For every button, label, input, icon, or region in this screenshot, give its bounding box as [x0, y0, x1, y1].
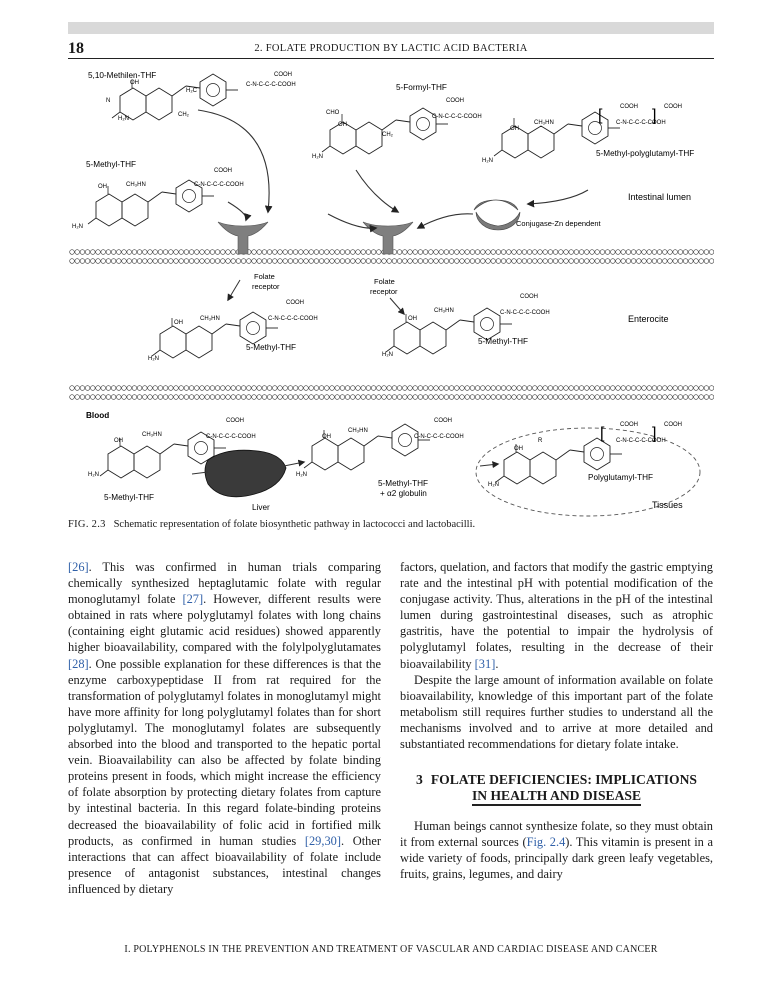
citation-link[interactable]: [29,30]: [304, 833, 341, 848]
chem-h2n: H₂N: [88, 472, 99, 478]
chem-glu: C-N-C-C-C-COOH: [194, 182, 244, 188]
arrow: [228, 202, 246, 220]
chem-cooh: COOH: [446, 98, 464, 104]
chem-glu: C-N-C-C-C-COOH: [414, 434, 464, 440]
page-footer: I. POLYPHENOLS IN THE PREVENTION AND TREATMENT OF VASCULAR AND CARDIAC DISEASE AND CANCER: [124, 944, 658, 955]
molecule-formyl-thf: [312, 98, 482, 160]
label-intestinal-lumen: Intestinal lumen: [628, 192, 692, 202]
paragraph: [400, 559, 713, 672]
page-number: 18: [68, 40, 84, 57]
chem-ch3hn: CH₃HN: [434, 308, 454, 314]
citation-link[interactable]: [27]: [182, 592, 204, 607]
chem-h2n: H₂N: [118, 116, 129, 122]
text-run: . However, different results were obtained in rats where polyglutamyl folates with long chains (containing eight glutamic acid residues) showed apparently higher bioavailability, compared with the folylpolyglutamates: [68, 592, 381, 655]
chem-cooh: COOH: [620, 422, 638, 428]
molecule-methyl-thf-globulin: [296, 418, 464, 478]
chem-glu: C-N-C-C-C-COOH: [268, 316, 318, 322]
label-blood: Blood: [86, 411, 110, 420]
chem-h2n: H₂N: [382, 352, 393, 358]
folate-receptor-icon: [218, 222, 268, 254]
chem-n: N: [106, 98, 111, 104]
label-methyl-thf-top: 5-Methyl-THF: [86, 160, 137, 169]
arrow: [480, 464, 498, 466]
chem-ch3hn: CH₃HN: [126, 182, 146, 188]
left-column: [68, 559, 381, 897]
chem-cooh: COOH: [434, 418, 452, 424]
chem-ch3hn: CH₃HN: [534, 120, 554, 126]
label-methyl-polyglutamyl: 5-Methyl-polyglutamyl-THF: [596, 149, 695, 158]
label-polyglutamyl-thf: Polyglutamyl-THF: [588, 473, 654, 482]
chem-oh: OH: [510, 126, 519, 132]
label-tissues: Tissues: [652, 500, 683, 510]
chem-h2n: H₂N: [488, 482, 499, 488]
caption-text: Schematic representation of folate biosynthetic pathway in lactococci and lactobacilli.: [113, 519, 476, 530]
label-liver: Liver: [252, 503, 270, 512]
label-methyl-thf-enterocyte-1: 5-Methyl-THF: [246, 343, 297, 352]
label-folate-receptor-1b: receptor: [252, 282, 280, 291]
chem-glu: C-N-C-C-C-COOH: [432, 114, 482, 120]
chem-glu: C-N-C-C-C-COOH: [616, 120, 666, 126]
chem-cooh: COOH: [274, 72, 292, 78]
chem-h2n: H₂N: [148, 356, 159, 362]
chem-oh: OH: [338, 122, 347, 128]
chem-cooh: COOH: [286, 300, 304, 306]
chem-ch3hn: CH₃HN: [200, 316, 220, 322]
section-title-line1: FOLATE DEFICIENCIES: IMPLICATIONS: [430, 772, 697, 788]
citation-link[interactable]: [28]: [68, 656, 89, 671]
citation-link[interactable]: Fig. 2.4: [526, 835, 566, 850]
text-run: factors, quelation, and factors that modify the gastric emptying rate and the intestinal pH with potential modification of the conjugase activity. Thus, alterations in the pH of the intestinal lumen during gastrointestinal diseases, such as atrophic gastritis, have the potential to impair the hydrolysis of polyglutamyl folates, resulting in the decrease of their bioavailability: [400, 560, 713, 671]
chem-glu: C-N-C-C-C-COOH: [206, 434, 256, 440]
citation-link[interactable]: [31]: [474, 656, 496, 671]
text-run: . This was confirmed in human trials comparing chemically synthesized heptaglutamic folate with regular monoglutamyl folate: [68, 560, 381, 607]
chem-oh: OH: [114, 438, 123, 444]
label-folate-receptor-2b: receptor: [370, 287, 398, 296]
svg-text:[: [: [598, 107, 603, 124]
liver-icon: [205, 450, 286, 497]
label-methyl-thf-blood: 5-Methyl-THF: [104, 493, 155, 502]
paragraph: [400, 818, 713, 882]
chem-oh: OH: [174, 320, 183, 326]
folate-receptor-icon: [363, 222, 413, 254]
section-number: 3: [416, 772, 423, 788]
chem-ch3hn: CH₃HN: [142, 432, 162, 438]
right-column: [400, 559, 713, 883]
svg-text:]: ]: [652, 107, 657, 124]
text-run: .: [495, 656, 499, 671]
svg-text:[: [: [600, 425, 605, 442]
chem-oh: OH: [130, 80, 139, 86]
chem-cooh: COOH: [664, 104, 682, 110]
running-title: 2. FOLATE PRODUCTION BY LACTIC ACID BACTERIA: [254, 43, 528, 54]
chem-cooh: COOH: [214, 168, 232, 174]
chem-glu: C-N-C-C-C-COOH: [500, 310, 550, 316]
chem-cooh: COOH: [226, 418, 244, 424]
arrow: [356, 170, 398, 212]
chem-cho: CHO: [326, 110, 340, 116]
caption-label: FIG. 2.3: [68, 519, 106, 530]
membrane-basal: [70, 386, 714, 400]
figure-folate-pathway: [68, 62, 714, 518]
label-folate-receptor-2: Folate: [374, 277, 395, 286]
chem-ch3hn: CH₃HN: [348, 428, 368, 434]
text-run: . One possible explanation for these differences is that the enzyme carboxypeptidase II from rat required for the transformation of polyglutamyl folates in monoglutamyl might have more affinity for long polyglutamyl folates than for short polyglutamyl. The monoglutamyl folates are subsequently absorbed into the blood and transported to the hepatic portal vein. Bioavailability can also be affected by folate binding proteins present in foods, which might increase the efficiency of folate absorption by protecting dietary folates from capture by intestinal bacteria. In this regard folate-binding proteins decreased the bioavailability of folic acid in fortified milk products, as confirmed in human studies: [68, 656, 381, 848]
label-methyl-thf-globulin-2: + α2 globulin: [380, 489, 427, 498]
chem-h2c: H₂C: [186, 88, 197, 94]
arrow: [284, 462, 304, 466]
label-conjugase: Conjugase-Zn dependent: [516, 219, 601, 228]
text-run: Human beings cannot synthesize folate, so they must obtain it from external sources (: [400, 819, 713, 850]
chem-oh: OH: [408, 316, 417, 322]
label-formyl-thf: 5-Formyl-THF: [396, 83, 447, 92]
section-title-line2: IN HEALTH AND DISEASE: [472, 788, 641, 806]
chem-cooh: COOH: [620, 104, 638, 110]
svg-text:]: ]: [652, 425, 657, 442]
label-folate-receptor-1: Folate: [254, 272, 275, 281]
molecule-methyl-thf-enterocyte-1: [148, 300, 318, 362]
chem-h2n: H₂N: [296, 472, 307, 478]
chem-cooh: COOH: [520, 294, 538, 300]
running-header: [68, 38, 714, 59]
paragraph: [400, 672, 713, 752]
chem-ch2: CH₂: [382, 132, 393, 138]
label-enterocite: Enterocite: [628, 314, 669, 324]
label-methylen-thf: 5,10-Methilen-THF: [88, 71, 157, 80]
arrow: [198, 110, 269, 212]
chem-h2n: H₂N: [72, 224, 83, 230]
label-methyl-thf-globulin-1: 5-Methyl-THF: [378, 479, 429, 488]
chem-oh: OH: [322, 434, 331, 440]
arrow: [390, 298, 404, 314]
chem-r: R: [538, 438, 543, 444]
pathway-diagram: [68, 62, 714, 518]
arrow: [418, 214, 473, 228]
figure-caption: [68, 519, 714, 530]
label-methyl-thf-enterocyte-2: 5-Methyl-THF: [478, 337, 529, 346]
text-run: . Other interactions that can affect bioavailability of folate include presence of antagonist substances, intestinal changes influenced by dietary: [68, 833, 381, 896]
chem-ch2: CH₂: [178, 112, 189, 118]
chem-cooh: COOH: [664, 422, 682, 428]
section-heading: [400, 772, 713, 804]
molecule-methyl-thf-top: [72, 168, 244, 230]
arrow: [528, 190, 588, 204]
chem-oh: OH: [514, 446, 523, 452]
molecule-methyl-thf-enterocyte-2: [382, 294, 550, 358]
chem-h2n: H₂N: [482, 158, 493, 164]
chem-h2n: H₂N: [312, 154, 323, 160]
text-run: Despite the large amount of information available on folate bioavailability, knowledge of this important part of the folate metabolism still requires further studies to understand all the mechanisms involved and to arrive at more detailed and substantiated recommendations for dietary folate intake.: [400, 672, 713, 752]
arrow: [228, 280, 240, 300]
chem-glu: C-N-C-C-C-COOH: [246, 82, 296, 88]
header-band: [68, 22, 714, 34]
citation-link[interactable]: [26]: [68, 560, 89, 574]
chem-oh: OH: [98, 184, 107, 190]
text-run: ). This vitamin is present in a wide variety of foods, principally dark green leafy vegetables, fruits, grains, legumes, and dairy: [400, 835, 713, 882]
conjugase-enzyme-icon: [474, 200, 520, 230]
chem-glu: C-N-C-C-C-COOH: [616, 438, 666, 444]
paragraph: [68, 559, 381, 897]
